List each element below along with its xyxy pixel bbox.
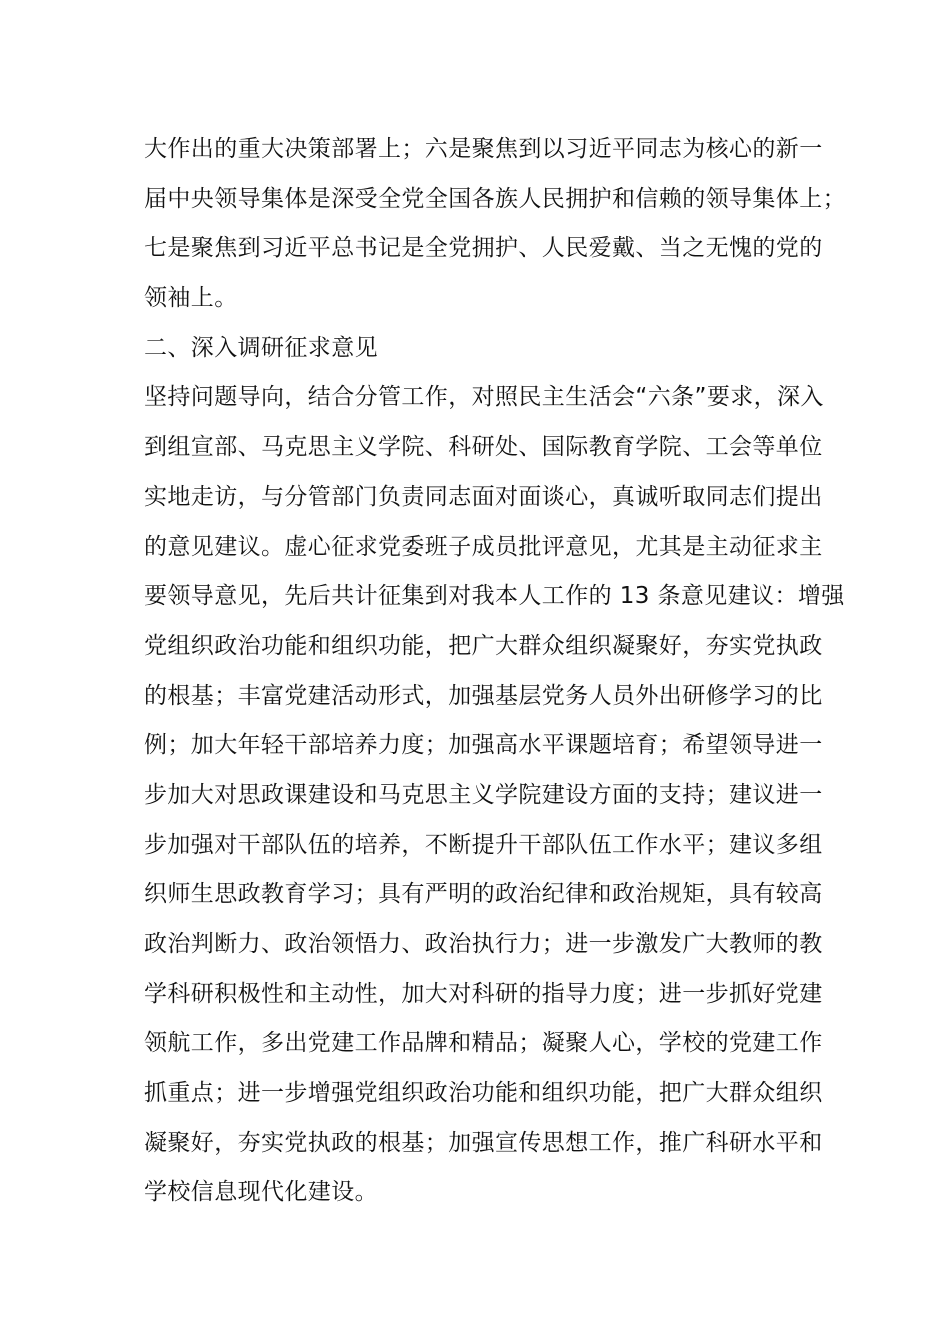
text-line: 凝聚好，夯实党执政的根基；加强宣传思想工作，推广科研水平和 (144, 1129, 823, 1156)
text-line: 坚持问题导向，结合分管工作，对照民主生活会“六条”要求，深入 (144, 384, 824, 411)
text-line: 的意见建议。虚心征求党委班子成员批评意见，尤其是主动征求主 (144, 533, 823, 560)
text-line: 步加强对干部队伍的培养，不断提升干部队伍工作水平；建议多组 (144, 831, 823, 858)
text-line: 要领导意见，先后共计征集到对我本人工作的 13 条意见建议：增强 (144, 583, 845, 610)
text-line: 织师生思政教育学习；具有严明的政治纪律和政治规矩，具有较高 (144, 881, 823, 908)
text-line: 学校信息现代化建设。 (144, 1179, 378, 1206)
text-line: 步加大对思政课建设和马克思主义学院建设方面的支持；建议进一 (144, 781, 823, 808)
section-heading-text: 二、深入调研征求意见 (144, 334, 378, 361)
text-line: 的根基；丰富党建活动形式，加强基层党务人员外出研修学习的比 (144, 682, 823, 709)
text-line: 七是聚焦到习近平总书记是全党拥护、人民爱戴、当之无愧的党的 (144, 235, 823, 262)
text-line: 党组织政治功能和组织功能，把广大群众组织凝聚好，夯实党执政 (144, 632, 823, 659)
text-line: 实地走访，与分管部门负责同志面对面谈心，真诚听取同志们提出 (144, 483, 823, 510)
text-line: 例；加大年轻干部培养力度；加强高水平课题培育；希望领导进一 (144, 732, 823, 759)
paragraph-decisions-continued (144, 125, 846, 324)
text-line: 政治判断力、政治领悟力、政治执行力；进一步激发广大教师的教 (144, 931, 823, 957)
text-line: 届中央领导集体是深受全党全国各族人民拥护和信赖的领导集体上； (144, 185, 846, 212)
document-body (144, 125, 846, 1218)
text-line: 到组宣部、马克思主义学院、科研处、国际教育学院、工会等单位 (144, 434, 823, 461)
text-line: 领袖上。 (144, 285, 238, 312)
text-line: 大作出的重大决策部署上；六是聚焦到以习近平同志为核心的新一 (144, 136, 823, 162)
text-line: 领航工作，多出党建工作品牌和精品；凝聚人心，学校的党建工作 (144, 1030, 823, 1057)
text-line: 学科研积极性和主动性，加大对科研的指导力度；进一步抓好党建 (144, 980, 823, 1007)
text-line: 抓重点；进一步增强党组织政治功能和组织功能，把广大群众组织 (144, 1080, 823, 1107)
paragraph-research-opinions (144, 373, 845, 1218)
section-heading (144, 324, 812, 374)
